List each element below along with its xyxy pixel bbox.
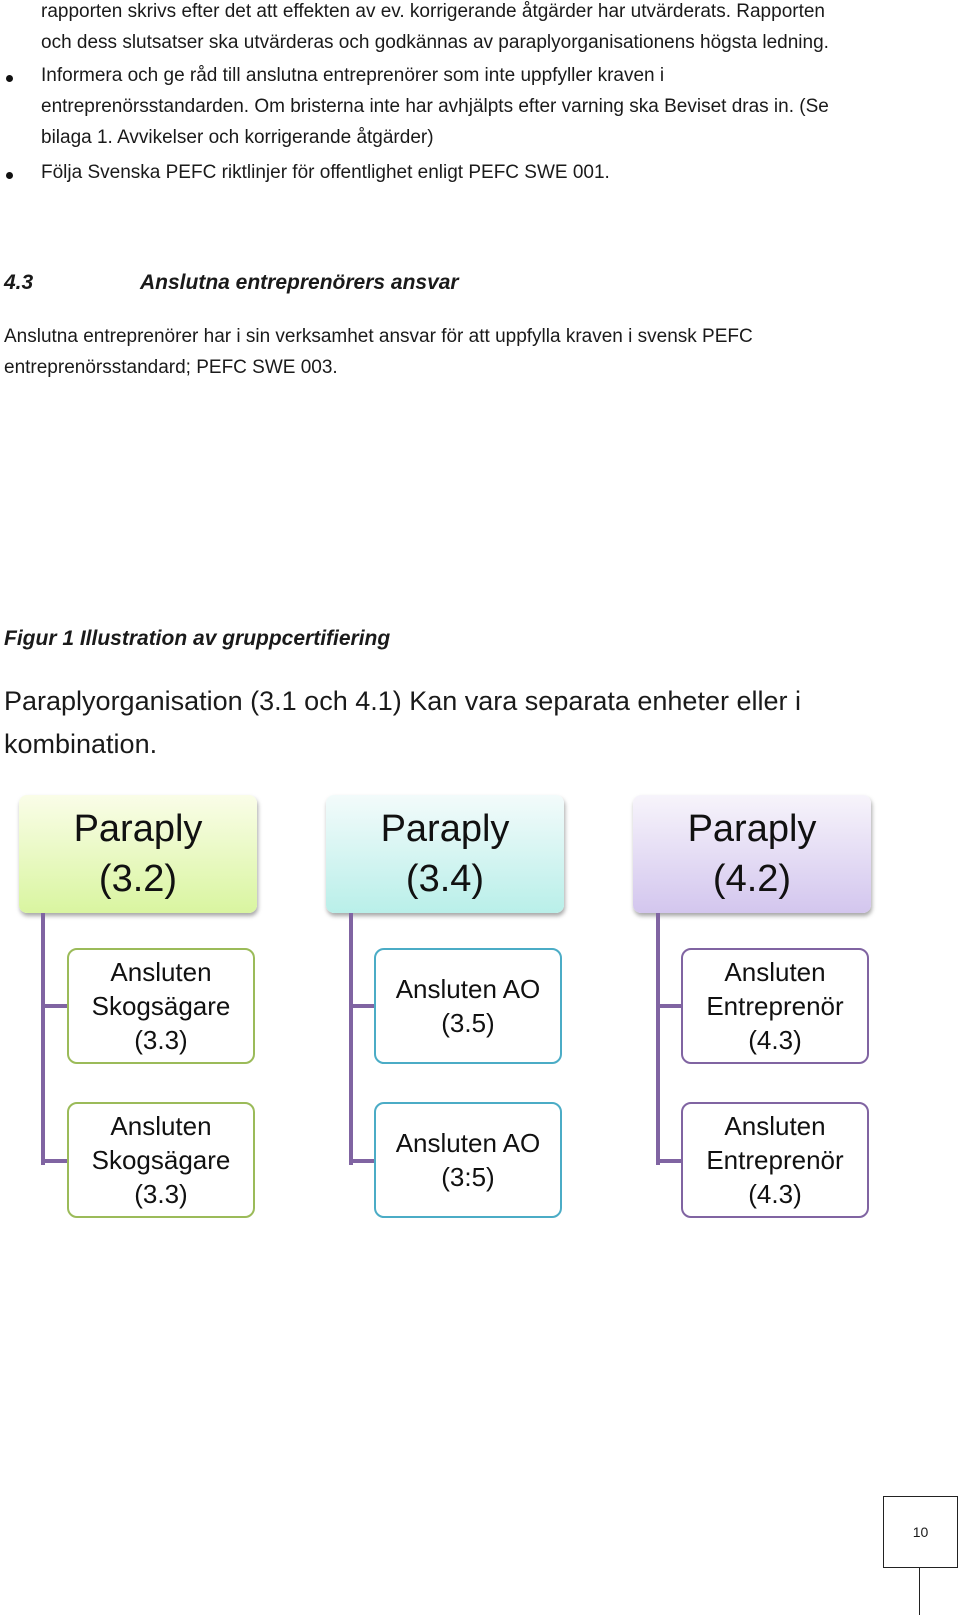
paragraph-line: rapporten skrivs efter det att effekten av ev. korrigerande åtgärder har utvärderats. Rapporten bbox=[41, 1, 826, 22]
page-number: 10 bbox=[883, 1496, 958, 1568]
figure-intro: Paraplyorganisation (3.1 och 4.1) Kan vara separata enheter eller i kombination. bbox=[4, 686, 801, 759]
connector-line bbox=[41, 1159, 68, 1163]
bullet-icon bbox=[6, 172, 13, 179]
child-box-ao: Ansluten AO (3.5) bbox=[374, 948, 562, 1064]
child-box-entreprenor: Ansluten Entreprenör (4.3) bbox=[681, 1102, 869, 1218]
connector-line bbox=[349, 1004, 376, 1008]
connector-line bbox=[349, 913, 353, 1165]
child-box-skogsagare: Ansluten Skogsägare (3.3) bbox=[67, 1102, 255, 1218]
divider bbox=[919, 1568, 920, 1615]
child-box-ao: Ansluten AO (3:5) bbox=[374, 1102, 562, 1218]
figure-caption: Figur 1 Illustration av gruppcertifiering bbox=[4, 627, 391, 650]
section-number: 4.3 bbox=[4, 271, 34, 294]
connector-line bbox=[656, 1159, 683, 1163]
paraply-box-3-2: Paraply (3.2) bbox=[19, 795, 257, 913]
section-body: entreprenörsstandard; PEFC SWE 003. bbox=[4, 357, 338, 378]
child-box-skogsagare: Ansluten Skogsägare (3.3) bbox=[67, 948, 255, 1064]
child-box-entreprenor: Ansluten Entreprenör (4.3) bbox=[681, 948, 869, 1064]
connector-line bbox=[349, 1159, 376, 1163]
paraply-box-4-2: Paraply (4.2) bbox=[633, 795, 871, 913]
bullet-icon bbox=[6, 75, 13, 82]
section-body: Anslutna entreprenörer har i sin verksamhet ansvar för att uppfylla kraven i svensk PEFC bbox=[4, 326, 753, 347]
bullet-text: Följa Svenska PEFC riktlinjer för offentlighet enligt PEFC SWE 001. bbox=[41, 162, 610, 183]
paragraph-line: och dess slutsatser ska utvärderas och godkännas av paraplyorganisationens högsta ledning. bbox=[41, 32, 829, 53]
bullet-text: bilaga 1. Avvikelser och korrigerande åtgärder) bbox=[41, 127, 434, 148]
connector-line bbox=[656, 913, 660, 1165]
connector-line bbox=[41, 913, 45, 1165]
connector-line bbox=[41, 1004, 68, 1008]
section-title: Anslutna entreprenörers ansvar bbox=[140, 271, 459, 294]
bullet-text: Informera och ge råd till anslutna entreprenörer som inte uppfyller kraven i bbox=[41, 65, 665, 86]
bullet-text: entreprenörsstandarden. Om bristerna inte har avhjälpts efter varning ska Beviset dras in. (Se bbox=[41, 96, 829, 117]
paraply-box-3-4: Paraply (3.4) bbox=[326, 795, 564, 913]
connector-line bbox=[656, 1004, 683, 1008]
